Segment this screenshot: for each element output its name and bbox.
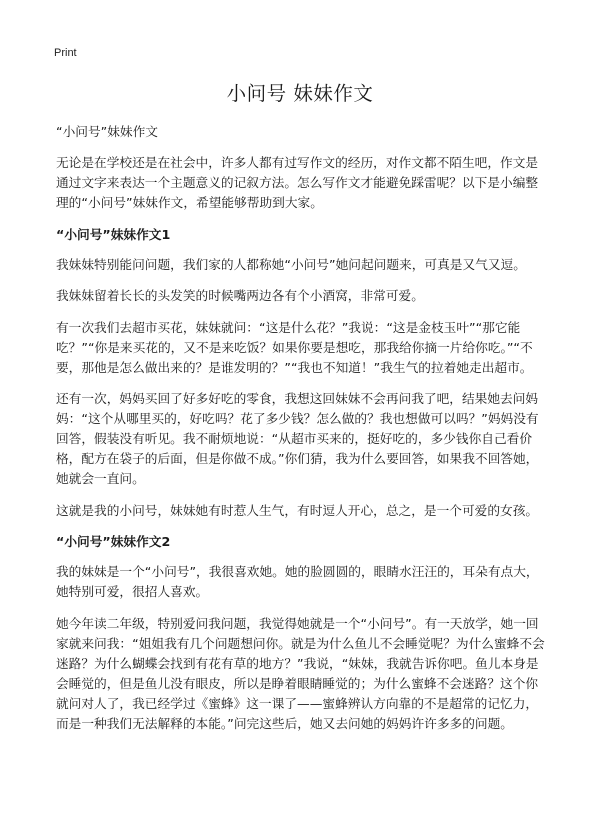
section-heading-2: “小问号”妹妹作文2 xyxy=(56,534,171,549)
paragraph: 这就是我的小问号，妹妹她有时惹人生气，有时逗人开心，总之，是一个可爱的女孩。 xyxy=(56,502,539,518)
section-heading-1: “小问号”妹妹作文1 xyxy=(56,226,171,242)
paragraph: 我的妹妹是一个“小问号”，我很喜欢她。她的脸圆圆的，眼睛水汪汪的，耳朵有点大，她特别可爱，很招人喜欢。 xyxy=(56,564,539,599)
paragraph: 我妹妹特别能问问题，我们家的人都称她“小问号”她问起问题来，可真是又气又逗。 xyxy=(56,256,526,272)
article-body xyxy=(56,122,550,745)
print-link[interactable]: Print xyxy=(54,47,77,59)
paragraph: 她今年读二年级，特别爱问我问题，我觉得她就是一个“小问号”。有一天放学，她一回家就来问我：“姐姐我有几个问题想问你。就是为什么鱼儿不会睡觉呢？为什么蜜蜂不会迷路？为什么蝴蝶会找到有花有草的地方？”我说，“妹妹，我就告诉你吧。鱼儿本身是会睡觉的，但是鱼儿没有眼皮，所以是睁着眼睛睡觉的；为什么蜜蜂不会迷路？这个你就问对人了，我已经学过《蜜蜂》这一课了——蜜蜂辨认方向靠的不是超常的记忆力，而是一种我们无法解释的本能。”问完这些后，她又去问她的妈妈许许多多的问题。 xyxy=(56,615,545,731)
page-title: 小问号 妹妹作文 xyxy=(226,82,374,105)
paragraph: 有一次我们去超市买花，妹妹就问：“这是什么花？”我说：“这是金枝玉叶”“那它能吃？”“你是来买花的，又不是来吃饭？如果你要是想吃，那我给你摘一片给你吃。”“不要，那他是怎么做出来的？是谁发明的？”“我也不知道！”我生气的拉着她走出超市。 xyxy=(56,319,533,375)
article-subtitle: “小问号”妹妹作文 xyxy=(56,124,158,139)
paragraph: 我妹妹留着长长的头发笑的时候嘴两边各有个小酒窝，非常可爱。 xyxy=(56,288,424,303)
paragraph: 还有一次，妈妈买回了好多好吃的零食，我想这回妹妹不会再问我了吧，结果她去问妈妈：“这个从哪里买的，好吃吗？花了多少钱？怎么做的？我也想做可以吗？”妈妈没有回答，假装没有听见。我不耐烦地说：“从超市买来的，挺好吃的，多少钱你自己看价格，配方在袋子的后面，但是你做不成。”你们猜，我为什么要回答，如果我不回答她，她就会一直问。 xyxy=(56,391,539,486)
intro-paragraph: 无论是在学校还是在社会中，许多人都有过写作文的经历，对作文都不陌生吧，作文是通过文字来表达一个主题意义的记叙方法。怎么写作文才能避免踩雷呢？以下是小编整理的“小问号”妹妹作文，希望能够帮助到大家。 xyxy=(56,155,539,210)
